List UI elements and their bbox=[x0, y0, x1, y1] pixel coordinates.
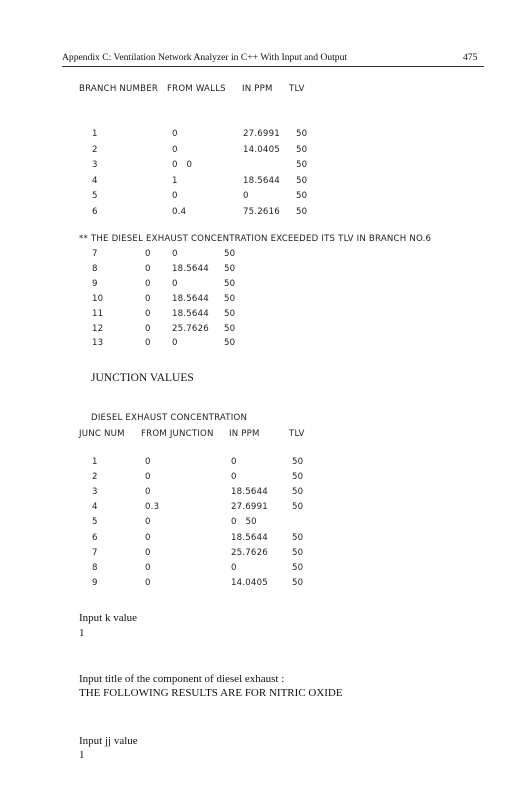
table-cell: 0 0 bbox=[172, 160, 193, 171]
table-cell: 2 bbox=[92, 472, 98, 483]
table-cell: 27.6991 bbox=[231, 502, 268, 513]
table-cell: 6 bbox=[92, 532, 98, 543]
table-row bbox=[0, 309, 531, 320]
table-cell: 0 bbox=[172, 249, 178, 259]
running-header-title: Appendix C: Ventilation Network Analyzer in C++ With Input and Output bbox=[62, 52, 348, 63]
table-cell: 3 bbox=[92, 160, 98, 171]
table-row bbox=[0, 457, 531, 468]
table-cell: 0 bbox=[145, 472, 151, 483]
table-cell: 0 bbox=[243, 191, 249, 202]
table-cell: 0 bbox=[172, 278, 178, 289]
tlv-warning-message: ** THE DIESEL EXHAUST CONCENTRATION EXCEEDED ITS TLV IN BRANCH NO.6 bbox=[79, 234, 432, 244]
table-cell: 50 bbox=[292, 562, 304, 573]
column-header: JUNC NUM bbox=[79, 429, 125, 439]
table-row bbox=[0, 294, 531, 305]
table-cell: 0.3 bbox=[145, 502, 160, 513]
table-row bbox=[0, 279, 531, 290]
table-cell: 50 bbox=[296, 207, 308, 217]
table-cell: 0 bbox=[231, 472, 237, 483]
table-cell: 9 bbox=[92, 278, 98, 289]
table-row bbox=[0, 191, 531, 202]
table-cell: 2 bbox=[92, 144, 98, 155]
table-cell: 0 bbox=[145, 278, 151, 289]
table-cell: 0 bbox=[145, 308, 151, 319]
table-row bbox=[0, 324, 531, 335]
table-row bbox=[0, 533, 531, 544]
table-row bbox=[0, 145, 531, 156]
table-cell: 75.2616 bbox=[243, 207, 280, 217]
table-cell: 0 bbox=[145, 263, 151, 274]
column-header: BRANCH NUMBER bbox=[79, 84, 159, 94]
table-cell: 50 bbox=[292, 472, 304, 483]
table-row bbox=[0, 548, 531, 559]
table-cell: 0 bbox=[145, 338, 151, 349]
table-cell: 8 bbox=[92, 263, 98, 274]
table-row bbox=[0, 472, 531, 483]
table-cell: 18.5644 bbox=[172, 263, 209, 274]
table-cell: 14.0405 bbox=[243, 144, 280, 155]
table-row bbox=[0, 502, 531, 513]
table-cell: 0 bbox=[231, 457, 237, 467]
table-cell: 50 bbox=[224, 338, 236, 349]
table-cell: 50 bbox=[292, 487, 304, 498]
table-cell: 50 bbox=[296, 175, 308, 186]
title-value: THE FOLLOWING RESULTS ARE FOR NITRIC OXIDE bbox=[79, 687, 343, 699]
table-cell: 13 bbox=[92, 338, 104, 349]
title-prompt: Input title of the component of diesel exhaust : bbox=[79, 673, 285, 685]
k-prompt: Input k value bbox=[79, 612, 138, 624]
table-cell: 18.5644 bbox=[231, 487, 268, 498]
table-cell: 11 bbox=[92, 308, 104, 319]
table-row bbox=[0, 160, 531, 171]
table-cell: 18.5644 bbox=[172, 308, 209, 319]
table-cell: 3 bbox=[92, 487, 98, 498]
table-cell: 0 bbox=[145, 293, 151, 304]
table-row bbox=[0, 264, 531, 275]
table-cell: 7 bbox=[92, 547, 98, 558]
table-cell: 50 bbox=[224, 263, 236, 274]
table-cell: 50 bbox=[224, 323, 236, 334]
jj-prompt: Input jj value bbox=[79, 735, 138, 747]
column-header: IN PPM bbox=[242, 84, 273, 94]
table-cell: 0 bbox=[145, 487, 151, 498]
table-cell: 0 bbox=[172, 338, 178, 349]
table-cell: 0 bbox=[172, 144, 178, 155]
table-cell: 7 bbox=[92, 249, 98, 259]
table-cell: 50 bbox=[292, 577, 304, 588]
table-cell: 50 bbox=[292, 502, 304, 513]
page-number: 475 bbox=[463, 52, 478, 63]
table-cell: 0 bbox=[145, 562, 151, 573]
junction-subtitle: DIESEL EXHAUST CONCENTRATION bbox=[91, 413, 248, 423]
table-cell: 5 bbox=[92, 517, 98, 528]
junction-section-title: JUNCTION VALUES bbox=[91, 372, 194, 384]
table-cell: 0 bbox=[145, 249, 151, 259]
column-header: IN PPM bbox=[229, 429, 260, 439]
column-header: TLV bbox=[289, 429, 305, 439]
jj-value: 1 bbox=[79, 749, 85, 761]
table-cell: 50 bbox=[292, 532, 304, 543]
table-cell: 0.4 bbox=[172, 207, 187, 217]
table-row bbox=[0, 129, 531, 140]
table-cell: 5 bbox=[92, 191, 98, 202]
header-rule bbox=[62, 66, 484, 67]
table-row bbox=[0, 338, 531, 349]
column-header: FROM WALLS bbox=[167, 84, 226, 94]
table-cell: 6 bbox=[92, 207, 98, 217]
table-cell: 0 bbox=[145, 457, 151, 467]
table-row bbox=[0, 176, 531, 187]
table-row bbox=[0, 578, 531, 589]
table-cell: 25.7626 bbox=[231, 547, 268, 558]
table-cell: 50 bbox=[224, 278, 236, 289]
table-cell: 50 bbox=[224, 249, 236, 259]
table-cell: 27.6991 bbox=[243, 129, 280, 139]
table-row bbox=[0, 207, 531, 218]
table-cell: 1 bbox=[172, 175, 178, 186]
table-cell: 50 bbox=[224, 308, 236, 319]
table-cell: 0 bbox=[172, 129, 178, 139]
table-row bbox=[0, 487, 531, 498]
table-cell: 0 bbox=[145, 577, 151, 588]
table-cell: 0 50 bbox=[231, 517, 257, 528]
table-cell: 0 bbox=[231, 562, 237, 573]
table-cell: 12 bbox=[92, 323, 104, 334]
table-cell: 50 bbox=[296, 191, 308, 202]
table-cell: 14.0405 bbox=[231, 577, 268, 588]
table-cell: 0 bbox=[145, 532, 151, 543]
table-cell: 50 bbox=[296, 129, 308, 139]
table-cell: 8 bbox=[92, 562, 98, 573]
table-row bbox=[0, 517, 531, 528]
column-header: FROM JUNCTION bbox=[141, 429, 214, 439]
table-cell: 10 bbox=[92, 293, 104, 304]
table-cell: 0 bbox=[172, 191, 178, 202]
table-cell: 4 bbox=[92, 175, 98, 186]
table-cell: 50 bbox=[292, 547, 304, 558]
table-cell: 50 bbox=[292, 457, 304, 467]
table-cell: 1 bbox=[92, 457, 98, 467]
table-cell: 0 bbox=[145, 547, 151, 558]
table-cell: 0 bbox=[145, 323, 151, 334]
table-cell: 4 bbox=[92, 502, 98, 513]
junction-table-header bbox=[0, 429, 531, 440]
k-value: 1 bbox=[79, 627, 85, 639]
branch-table-header bbox=[0, 84, 531, 95]
table-cell: 1 bbox=[92, 129, 98, 139]
table-cell: 18.5644 bbox=[243, 175, 280, 186]
table-cell: 0 bbox=[145, 517, 151, 528]
table-cell: 50 bbox=[224, 293, 236, 304]
column-header: TLV bbox=[289, 84, 305, 94]
table-cell: 25.7626 bbox=[172, 323, 209, 334]
table-row bbox=[0, 249, 531, 260]
table-cell: 9 bbox=[92, 577, 98, 588]
table-cell: 18.5644 bbox=[172, 293, 209, 304]
table-row bbox=[0, 563, 531, 574]
table-cell: 50 bbox=[296, 160, 308, 171]
table-cell: 50 bbox=[296, 144, 308, 155]
table-cell: 18.5644 bbox=[231, 532, 268, 543]
